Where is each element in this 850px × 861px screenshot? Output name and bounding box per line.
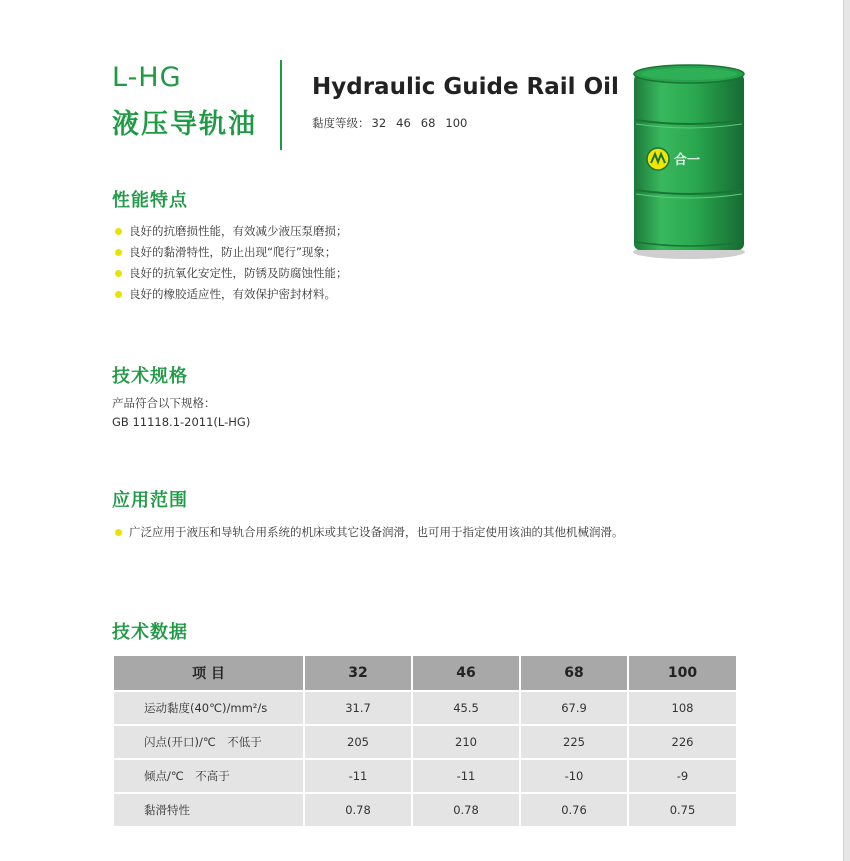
list-item (115, 221, 348, 242)
table-cell: -10 (520, 759, 628, 793)
table-row (114, 793, 736, 826)
grade-value: 32 (371, 116, 387, 130)
row-label: 黏滑特性 (114, 793, 304, 826)
bullet-dot-icon (115, 270, 122, 277)
product-code: L-HG (112, 62, 182, 93)
feature-text: 良好的抗磨损性能，有效减少液压泵磨损； (129, 224, 348, 238)
data-table-title: 技术数据 (112, 622, 188, 643)
table-cell: -11 (304, 759, 412, 793)
table-cell: -11 (412, 759, 520, 793)
table-cell: 0.78 (412, 793, 520, 826)
table-cell: 226 (628, 725, 736, 759)
bullet-dot-icon (115, 529, 122, 536)
grade-value: 100 (445, 116, 468, 130)
column-header: 32 (304, 656, 412, 691)
table-row (114, 725, 736, 759)
tech-data-table (114, 656, 736, 826)
oil-drum-image (630, 62, 748, 262)
features-title: 性能特点 (112, 190, 188, 211)
list-item (115, 522, 624, 543)
product-name-cn: 液压导轨油 (112, 109, 257, 140)
grades-label: 黏度等级： (312, 116, 370, 130)
table-cell: 0.75 (628, 793, 736, 826)
specs-standard: GB 11118.1-2011(L-HG) (112, 415, 251, 429)
table-cell: -9 (628, 759, 736, 793)
bullet-dot-icon (115, 249, 122, 256)
table-cell: 31.7 (304, 691, 412, 725)
table-cell: 45.5 (412, 691, 520, 725)
list-item (115, 242, 348, 263)
row-label: 运动黏度(40℃)/mm²/s (114, 691, 304, 725)
page-edge (843, 0, 850, 861)
feature-text: 良好的黏滑特性，防止出现“爬行”现象； (129, 245, 337, 259)
table-cell: 210 (412, 725, 520, 759)
application-list (115, 522, 624, 543)
column-header: 68 (520, 656, 628, 691)
column-header: 100 (628, 656, 736, 691)
table-cell: 205 (304, 725, 412, 759)
application-title: 应用范围 (112, 490, 188, 511)
row-label: 倾点/℃ 不高于 (114, 759, 304, 793)
column-header: 项 目 (114, 656, 304, 691)
column-header: 46 (412, 656, 520, 691)
row-label: 闪点(开口)/℃ 不低于 (114, 725, 304, 759)
application-text: 广泛应用于液压和导轨合用系统的机床或其它设备润滑，也可用于指定使用该油的其他机械润滑。 (129, 525, 624, 539)
feature-text: 良好的橡胶适应性，有效保护密封材料。 (129, 287, 336, 301)
table-header-row (114, 656, 736, 691)
specs-line-1: 产品符合以下规格： (112, 396, 216, 410)
bullet-dot-icon (115, 228, 122, 235)
brand-logo-icon (647, 148, 669, 170)
specs-title: 技术规格 (112, 366, 188, 387)
table-cell: 0.78 (304, 793, 412, 826)
table-row (114, 759, 736, 793)
table-cell: 0.76 (520, 793, 628, 826)
table-cell: 225 (520, 725, 628, 759)
grade-value: 46 (396, 116, 411, 130)
drum-brand-text: 合一 (674, 153, 701, 168)
table-cell: 67.9 (520, 691, 628, 725)
feature-text: 良好的抗氧化安定性，防锈及防腐蚀性能； (129, 266, 348, 280)
viscosity-grades (312, 115, 477, 131)
table-row (114, 691, 736, 725)
bullet-dot-icon (115, 291, 122, 298)
grade-value: 68 (420, 116, 436, 130)
product-name-en: Hydraulic Guide Rail Oil (312, 74, 619, 100)
list-item (115, 284, 348, 305)
table-cell: 108 (628, 691, 736, 725)
header-divider (280, 60, 282, 150)
features-list (115, 221, 348, 305)
list-item (115, 263, 348, 284)
